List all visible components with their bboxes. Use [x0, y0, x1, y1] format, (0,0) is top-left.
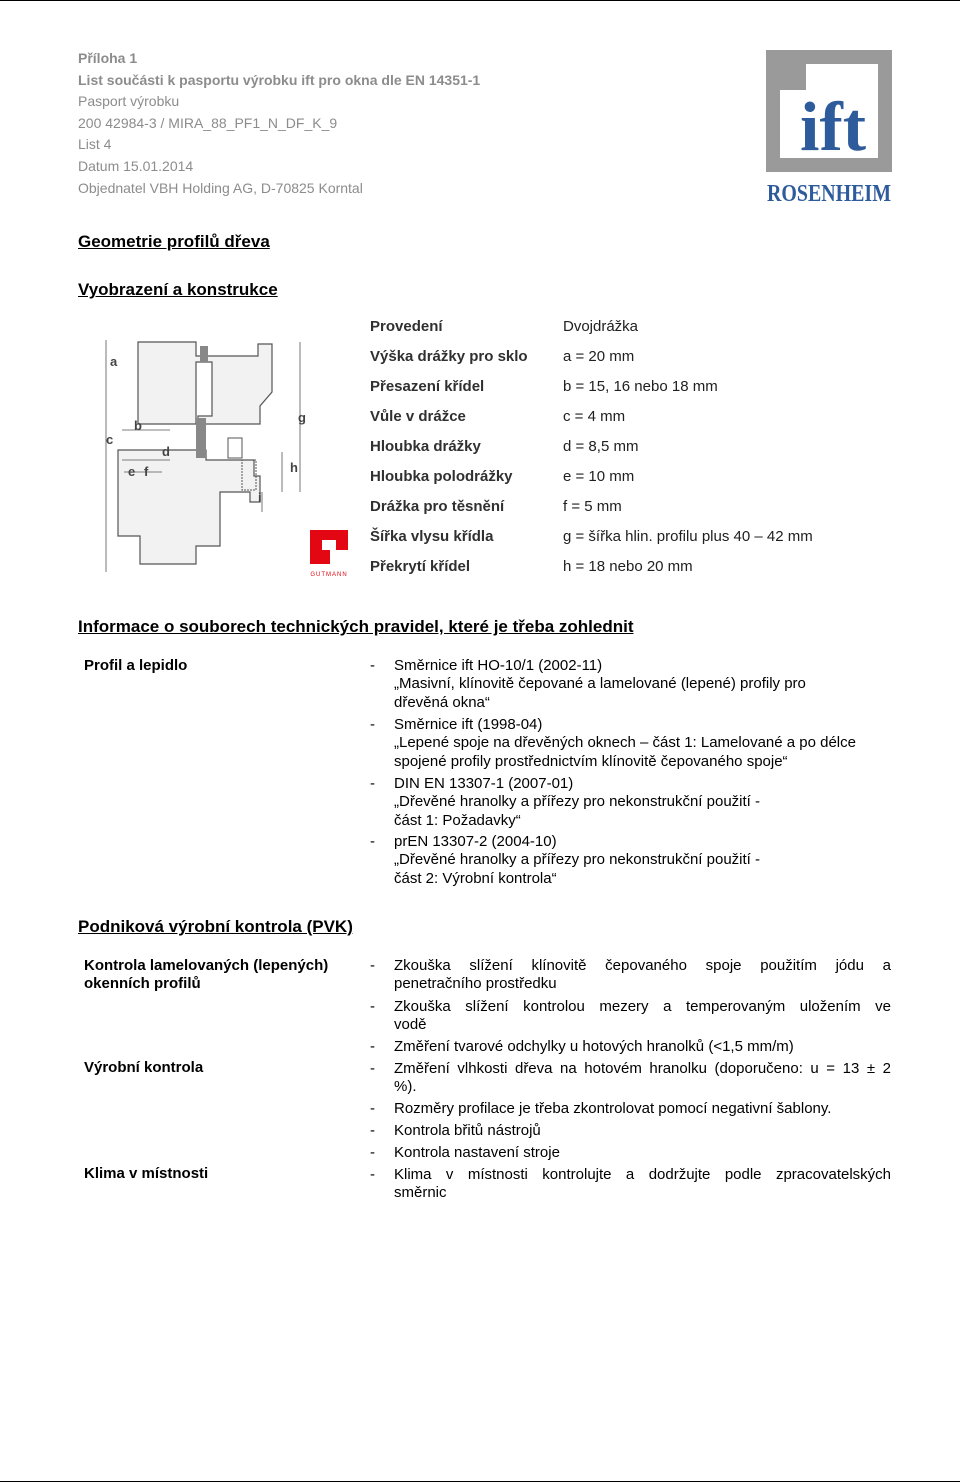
dim-label-d: d — [162, 444, 170, 459]
header-subtitle: List součásti k pasportu výrobku ift pro okna dle EN 14351-1 — [78, 71, 481, 88]
pvk-item-text: Zkouška slížení kontrolou mezery a temperovaným uložením ve — [394, 998, 891, 1015]
bullet-dash: - — [370, 1038, 375, 1055]
regulation-item — [370, 775, 890, 831]
property-key: Překrytí křídel — [370, 558, 471, 575]
pvk-label-production: Výrobní kontrola — [84, 1059, 204, 1076]
header-client: Objednatel VBH Holding AG, D-70825 Korntal — [78, 179, 363, 196]
bullet-dash: - — [370, 716, 375, 733]
logo-graphic — [766, 50, 892, 206]
pvk-item — [370, 957, 892, 995]
section-title-construction: Vyobrazení a konstrukce — [78, 280, 278, 299]
property-value: h = 18 nebo 20 mm — [563, 558, 693, 575]
pvk-item-text: Změření vlhkosti dřeva na hotovém hranolku (doporučeno: u = 13 ± 2 — [394, 1060, 891, 1077]
header-number: 200 42984-3 / MIRA_88_PF1_N_DF_K_9 — [78, 114, 338, 131]
section-title-info: Informace o souborech technických pravidel, které je třeba zohlednit — [78, 617, 634, 636]
pvk-item-text: Rozměry profilace je třeba zkontrolovat pomocí negativní šablony. — [394, 1100, 832, 1117]
pvk-item-text: %). — [394, 1078, 417, 1096]
dim-label-e: e — [128, 464, 136, 479]
property-value: c = 4 mm — [563, 408, 626, 425]
property-key: Provedení — [370, 318, 443, 335]
property-key: Drážka pro těsnění — [370, 498, 505, 515]
property-value: Dvojdrážka — [563, 318, 639, 335]
bullet-dash: - — [370, 657, 375, 674]
pvk-item-text: směrnic — [394, 1184, 447, 1202]
bullet-dash: - — [370, 833, 375, 850]
pvk-item — [370, 998, 892, 1036]
property-key: Hloubka drážky — [370, 438, 481, 455]
bullet-dash: - — [370, 957, 375, 974]
bullet-dash: - — [370, 1060, 375, 1077]
dim-label-g: g — [298, 410, 306, 425]
ift-rosenheim-logo — [766, 50, 892, 206]
dim-label-h: h — [290, 460, 298, 475]
dim-label-b: b — [134, 418, 142, 433]
regulation-desc: „Dřevěné hranolky a přířezy pro nekonstrukční použití - — [394, 793, 760, 811]
pvk-item-text: penetračního prostředku — [394, 975, 557, 993]
pvk-item-text: Klima v místnosti kontrolujte a dodržujte podle zpracovatelských — [394, 1166, 891, 1183]
pvk-item — [370, 1060, 892, 1098]
page-top-rule — [0, 0, 960, 1]
regulation-title: Směrnice ift (1998-04) — [394, 716, 543, 733]
header-date: Datum 15.01.2014 — [78, 157, 194, 174]
regulation-item — [370, 716, 890, 772]
section-title-geometry: Geometrie profilů dřeva — [78, 232, 270, 251]
pvk-item-text: vodě — [394, 1016, 427, 1034]
regulation-desc: „Masivní, klínovitě čepované a lamelované (lepené) profily pro — [394, 675, 806, 693]
bullet-dash: - — [370, 1166, 375, 1183]
logo-ift-text: ift — [800, 89, 867, 166]
info-label: Profil a lepidlo — [84, 657, 188, 674]
regulation-desc: část 1: Požadavky“ — [394, 811, 521, 829]
property-value: b = 15, 16 nebo 18 mm — [563, 378, 718, 395]
pvk-item-text: Změření tvarové odchylky u hotových hranolků (<1,5 mm/m) — [394, 1038, 794, 1055]
pvk-item — [370, 1144, 892, 1164]
property-value: a = 20 mm — [563, 348, 635, 365]
document-header — [78, 48, 480, 199]
dim-label-i: i — [258, 490, 262, 505]
bullet-dash: - — [370, 1100, 375, 1117]
regulation-item — [370, 657, 890, 713]
pvk-item-text: Zkouška slížení klínovitě čepovaného spoje použitím jódu a — [394, 957, 891, 974]
property-key: Přesazení křídel — [370, 378, 485, 395]
page-bottom-rule — [0, 1481, 960, 1482]
bullet-dash: - — [370, 775, 375, 792]
property-value: g = šířka hlin. profilu plus 40 – 42 mm — [563, 528, 813, 545]
property-key: Šířka vlysu křídla — [370, 528, 494, 545]
header-attachment: Příloha 1 — [78, 50, 138, 66]
profile-diagram — [100, 336, 352, 580]
bullet-dash: - — [370, 1122, 375, 1139]
dim-label-c: c — [106, 432, 114, 447]
regulation-desc: dřevěná okna“ — [394, 693, 490, 711]
property-key: Vůle v drážce — [370, 408, 466, 425]
logo-rosenheim-text: ROSENHEIM — [767, 181, 891, 207]
regulation-title: DIN EN 13307-1 (2007-01) — [394, 775, 574, 792]
property-key: Hloubka polodrážky — [370, 468, 513, 485]
regulation-desc: „Lepené spoje na dřevěných oknech – část 1: Lamelované a po délce — [394, 734, 856, 752]
property-value: e = 10 mm — [563, 468, 635, 485]
regulation-desc: část 2: Výrobní kontrola“ — [394, 869, 557, 887]
pvk-item-text: Kontrola břitů nástrojů — [394, 1122, 541, 1139]
regulation-desc: spojené profily prostřednictvím klínovitě čepovaného spoje“ — [394, 752, 788, 770]
regulation-title: Směrnice ift HO-10/1 (2002-11) — [394, 657, 603, 674]
pvk-item — [370, 1038, 892, 1058]
pvk-item-text: Kontrola nastavení stroje — [394, 1144, 560, 1161]
profile-drawing — [100, 336, 352, 580]
section-title-pvk: Podniková výrobní kontrola (PVK) — [78, 917, 353, 936]
pvk-label-line: okenních profilů — [84, 975, 201, 992]
dim-label-a: a — [110, 354, 118, 369]
pvk-label-climate: Klima v místnosti — [84, 1165, 209, 1182]
pvk-item — [370, 1166, 892, 1204]
pvk-label-lamella — [84, 957, 328, 993]
property-value: f = 5 mm — [563, 498, 622, 515]
regulation-desc: „Dřevěné hranolky a přířezy pro nekonstrukční použití - — [394, 851, 760, 869]
regulation-item — [370, 833, 890, 889]
property-value: d = 8,5 mm — [563, 438, 639, 455]
regulation-title: prEN 13307-2 (2004-10) — [394, 833, 557, 850]
header-sheet: List 4 — [78, 136, 112, 153]
bullet-dash: - — [370, 998, 375, 1015]
pvk-label-line: Kontrola lamelovaných (lepených) — [84, 957, 329, 974]
header-passport: Pasport výrobku — [78, 93, 180, 110]
pvk-item — [370, 1100, 892, 1120]
gutmann-text: GUTMANN — [310, 572, 348, 578]
bullet-dash: - — [370, 1144, 375, 1161]
dim-label-f: f — [144, 464, 149, 479]
property-key: Výška drážky pro sklo — [370, 348, 528, 365]
pvk-item — [370, 1122, 892, 1142]
